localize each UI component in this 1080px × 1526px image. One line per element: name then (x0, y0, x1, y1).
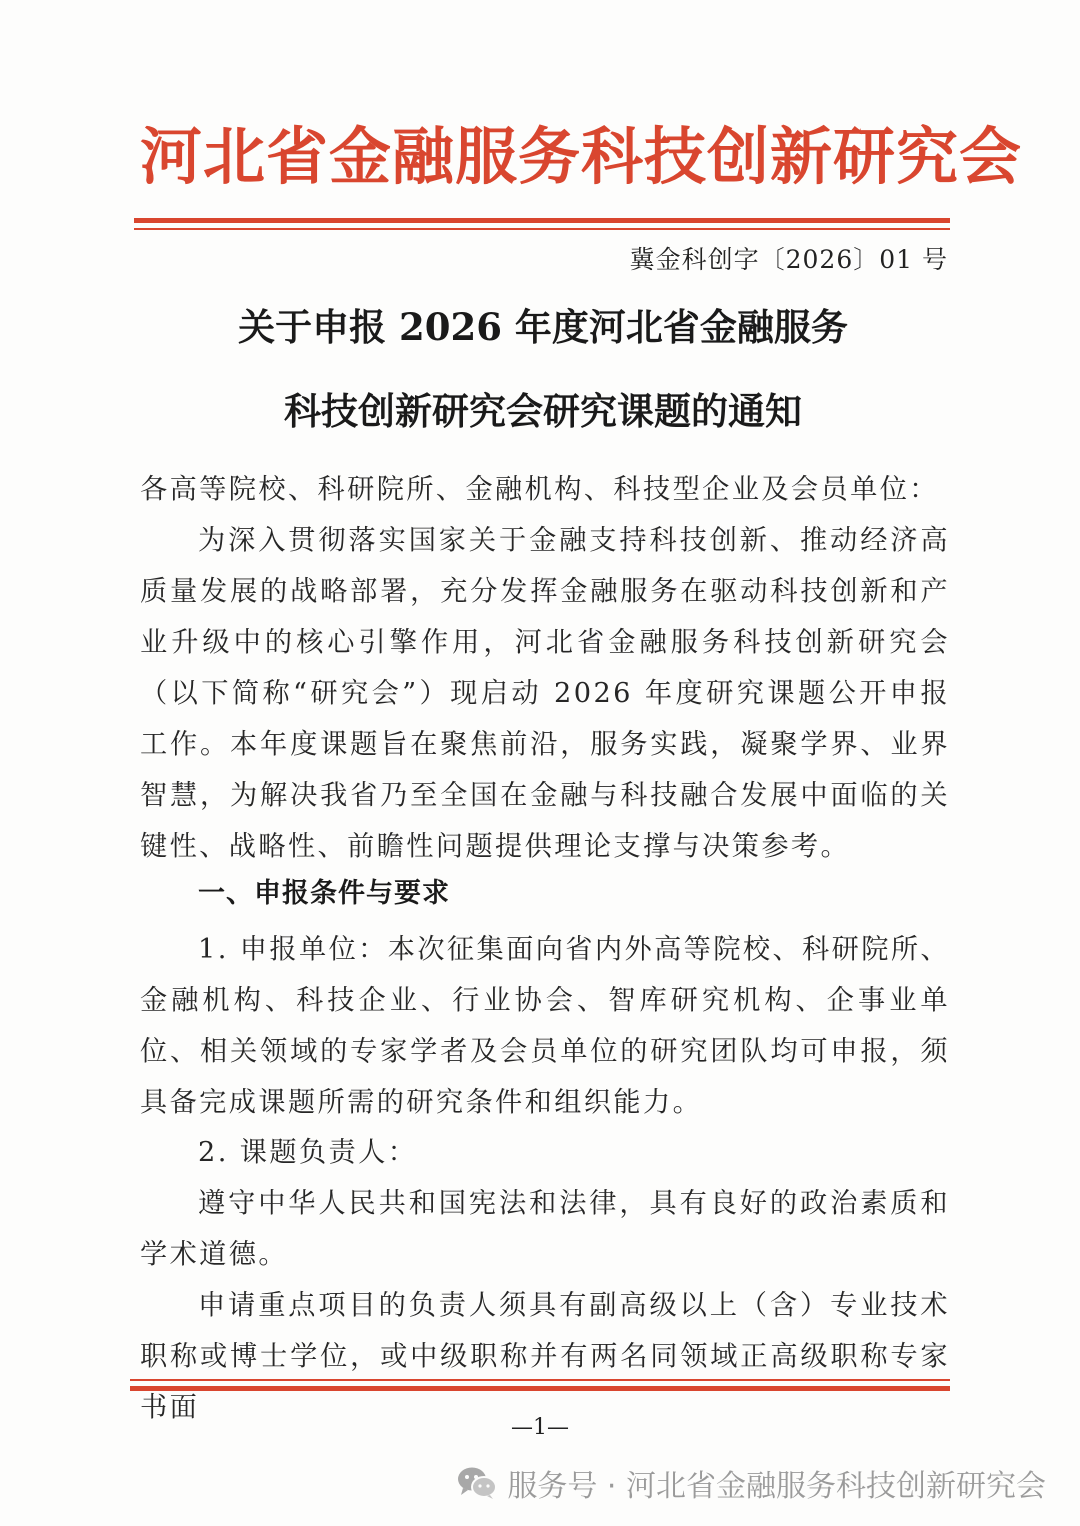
header-rule-thin (134, 228, 950, 230)
section-heading-1: 一、申报条件与要求 (198, 878, 450, 909)
item-2-paragraph-2: 申请重点项目的负责人须具有副高级以上（含）专业技术职称或博士学位，或中级职称并有两名同领域正高级职称专家书面 (140, 1290, 950, 1423)
document-title-line-2: 科技创新研究会研究课题的通知 (284, 389, 802, 433)
organization-title: 河北省金融服务科技创新研究会 (140, 120, 1023, 193)
document-title-line-1: 关于申报 2026 年度河北省金融服务 (238, 305, 848, 349)
footer-rule-thin (130, 1379, 950, 1381)
document-number: 冀金科创字〔2026〕01 号 (629, 245, 948, 274)
footer-rule-thick (130, 1386, 950, 1391)
item-1-paragraph: 1. 申报单位：本次征集面向省内外高等院校、科研院所、金融机构、科技企业、行业协会、智库研究机构、企事业单位、相关领域的专家学者及会员单位的研究团队均可申报，须具备完成课题所需的研究条件和组织能力。 (140, 934, 950, 1118)
salutation: 各高等院校、科研院所、金融机构、科技型企业及会员单位： (140, 474, 939, 505)
item-2-paragraph-1: 遵守中华人民共和国宪法和法律，具有良好的政治素质和学术道德。 (140, 1188, 950, 1270)
intro-paragraph: 为深入贯彻落实国家关于金融支持科技创新、推动经济高质量发展的战略部署，充分发挥金融服务在驱动科技创新和产业升级中的核心引擎作用，河北省金融服务科技创新研究会（以下简称“研究会”）现启动 2026 年度研究课题公开申报工作。本年度课题旨在聚焦前沿，服务实践，凝聚学界、业界智慧，为解决我省乃至全国在金融与科技融合发展中面临的关键性、战略性、前瞻性问题提供理论支撑与决策参考。 (140, 525, 950, 862)
item-2-label: 2. 课题负责人： (198, 1137, 418, 1168)
header-rule-thick (134, 218, 950, 223)
page-number: —1— (511, 1415, 569, 1440)
wechat-watermark (457, 1458, 1046, 1508)
watermark-text: 服务号 · 河北省金融服务科技创新研究会 (507, 1469, 1046, 1504)
wechat-icon (457, 1466, 497, 1500)
